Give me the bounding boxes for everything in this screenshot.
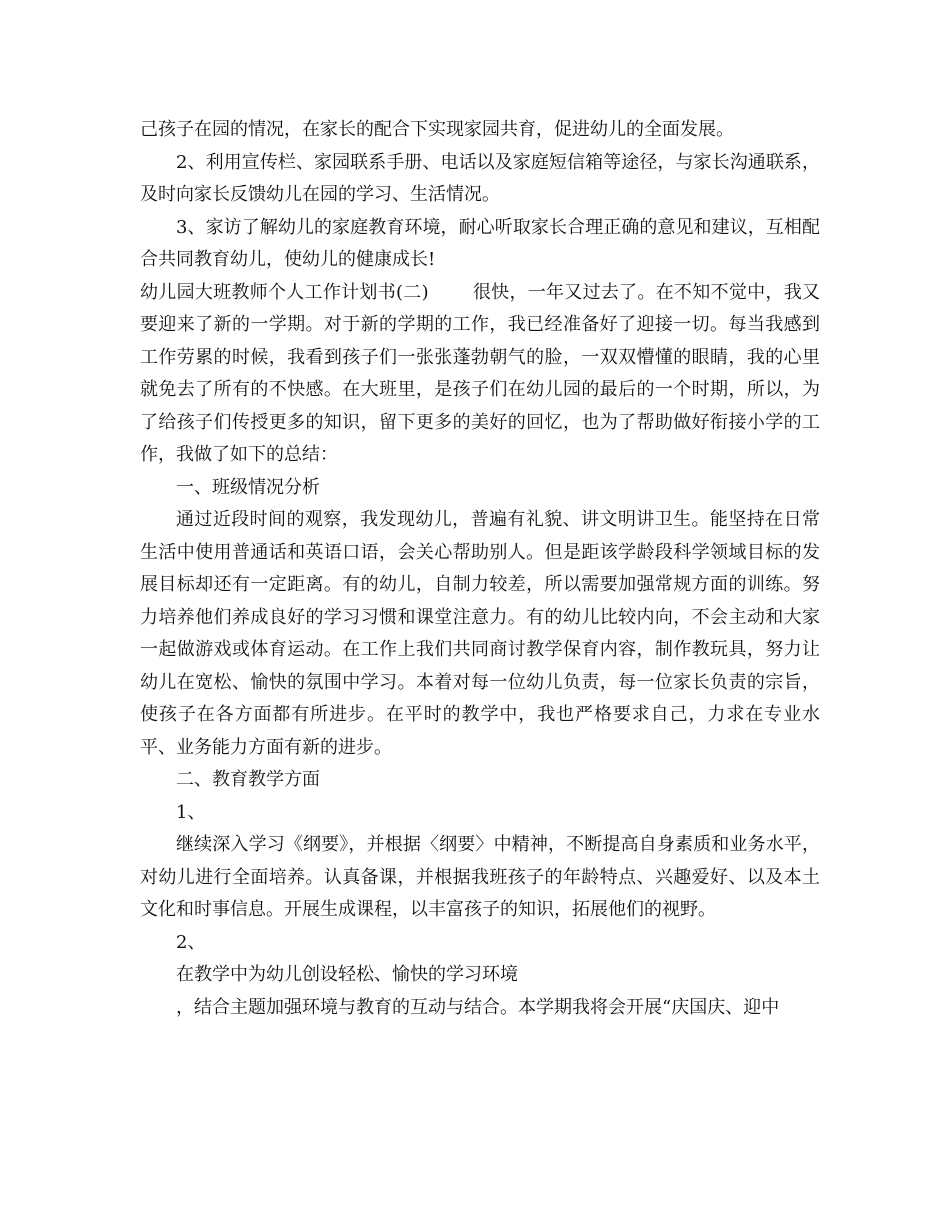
list-number-1: 1、 [176,801,206,823]
paragraph-teaching-1: 继续深入学习《纲要》，并根据〈纲要〉中精神，不断提高自身素质和业务水平，对幼儿进行全面培养。认真备课，并根据我班孩子的年龄特点、兴趣爱好、以及本土文化和时事信息。开展生成课程，以丰富孩子的知识，拓展他们的视野。 [140,834,820,920]
document-title: 幼儿园大班教师个人工作计划书(二) [140,281,429,303]
paragraph-item-2: 2、利用宣传栏、家园联系手册、电话以及家庭短信箱等途径，与家长沟通联系，及时向家长反馈幼儿在园的学习、生活情况。 [140,151,820,205]
document-page [140,114,820,1024]
heading-class-analysis: 一、班级情况分析 [176,476,320,498]
paragraph-continuation: 己孩子在园的情况，在家长的配合下实现家园共育，促进幼儿的全面发展。 [140,119,734,140]
heading-teaching: 二、教育教学方面 [176,769,320,790]
section-with-title [140,277,820,472]
paragraph-teaching-2b: ，结合主题加强环境与教育的互动与结合。本学期我将会开展“庆国庆、迎中 [176,996,780,1018]
list-number-2: 2、 [176,931,206,953]
intro-paragraph: 很快，一年又过去了。在不知不觉中，我又要迎来了新的一学期。对于新的学期的工作，我已经准备好了迎接一切。每当我感到工作劳累的时候，我看到孩子们一张张蓬勃朝气的脸，一双双懵懂的眼睛，我的心里就免去了所有的不快感。在大班里，是孩子们在幼儿园的最后的一个时期，所以，为了给孩子们传授更多的知识，留下更多的美好的回忆，也为了帮助做好衔接小学的工作，我做了如下的总结： [140,281,820,465]
paragraph-item-3: 3、家访了解幼儿的家庭教育环境，耐心听取家长合理正确的意见和建议，互相配合共同教育幼儿，使幼儿的健康成长! [140,216,820,270]
paragraph-class-analysis: 通过近段时间的观察，我发现幼儿，普遍有礼貌、讲文明讲卫生。能坚持在日常生活中使用普通话和英语口语，会关心帮助别人。但是距该学龄段科学领域目标的发展目标却还有一定距离。有的幼儿，自制力较差，所以需要加强常规方面的训练。努力培养他们养成良好的学习习惯和课堂注意力。有的幼儿比较内向，不会主动和大家一起做游戏或体育运动。在工作上我们共同商讨教学保育内容，制作教玩具，努力让幼儿在宽松、愉快的氛围中学习。本着对每一位幼儿负责，每一位家长负责的宗旨，使孩子在各方面都有所进步。在平时的教学中，我也严格要求自己，力求在专业水平、业务能力方面有新的进步。 [140,509,820,758]
paragraph-teaching-2a: 在教学中为幼儿创设轻松、愉快的学习环境 [176,964,518,985]
